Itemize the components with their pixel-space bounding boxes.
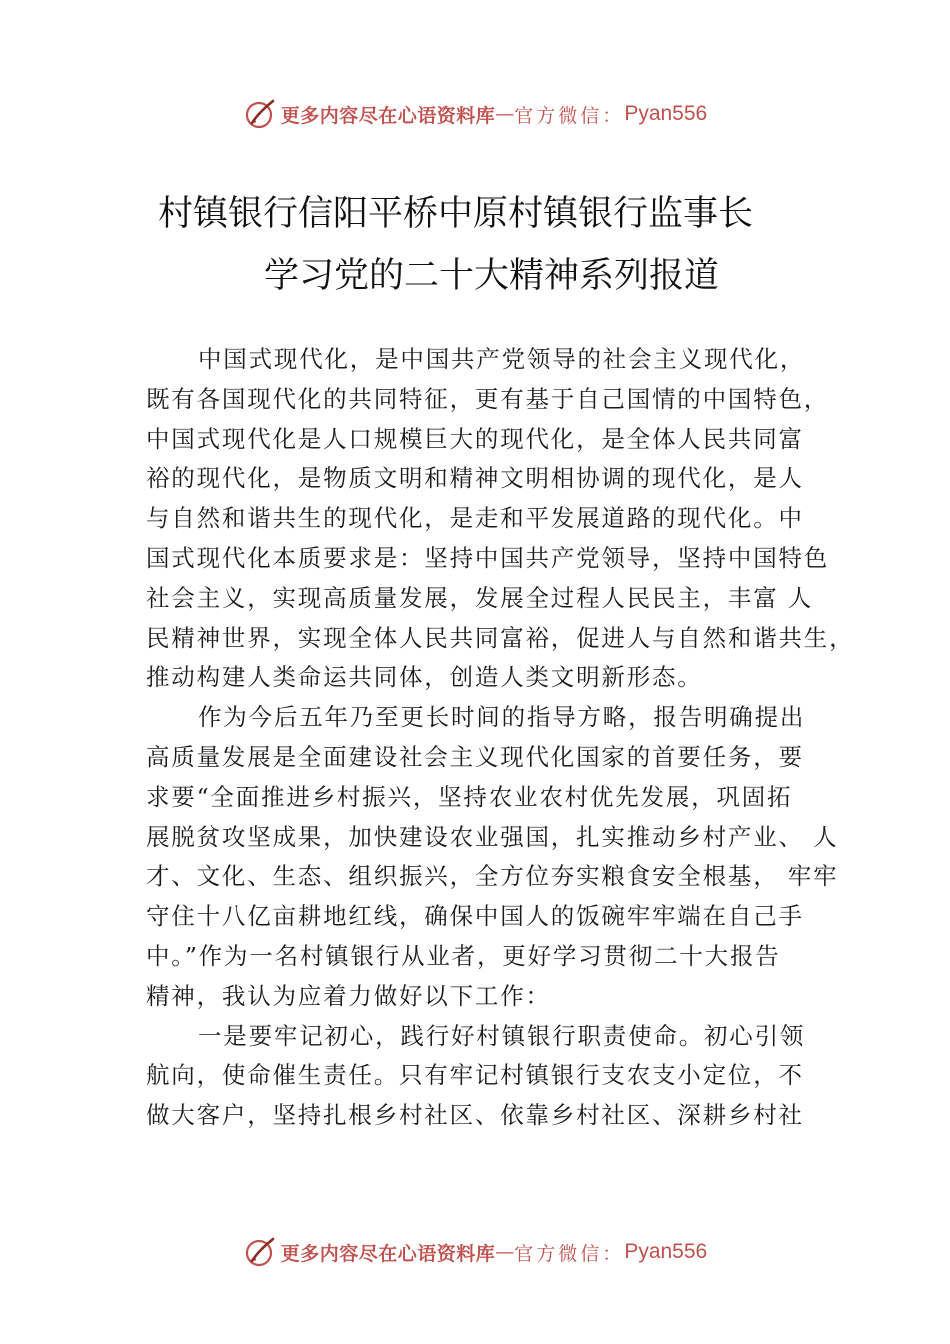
watermark-brand: 更多内容尽在心语资料库	[280, 104, 496, 127]
body-line: 中。”作为一名村镇银行从业者，更好学习贯彻二十大报告	[146, 941, 781, 970]
header-watermark	[0, 94, 950, 134]
body-line: 才、文化、生态、组织振兴，全方位夯实粮食安全根基， 牢牢	[146, 862, 839, 891]
watermark-wechat-id: Pyan556	[624, 1240, 708, 1263]
watermark-official-label: 官方微信：	[514, 1242, 625, 1265]
watermark-brand: 更多内容尽在心语资料库	[280, 1242, 496, 1265]
body-line: 既有各国现代化的共同特征，更有基于自己国情的中国特色，	[146, 384, 830, 413]
body-line: 社会主义，实现高质量发展，发展全过程人民民主，丰富 人	[146, 583, 814, 612]
document-title-line-2: 学习党的二十大精神系列报道	[264, 256, 720, 296]
brush-logo-icon	[243, 97, 277, 131]
body-line: 民精神世界，实现全体人民共同富裕，促进人与自然和谐共生，	[146, 623, 855, 652]
body-line: 守住十八亿亩耕地红线，确保中国人的饭碗牢牢端在自己手	[146, 902, 804, 931]
document-body	[146, 340, 855, 1136]
body-line: 精神，我认为应着力做好以下工作：	[146, 981, 551, 1010]
body-line: 航向，使命催生责任。只有牢记村镇银行支农支小定位，不	[146, 1061, 804, 1090]
body-line: 与自然和谐共生的现代化，是走和平发展道路的现代化。中	[146, 504, 804, 533]
body-line: 展脱贫攻坚成果，加快建设农业强国，扎实推动乡村产业、 人	[146, 822, 839, 851]
body-line: 作为今后五年乃至更长时间的指导方略，报告明确提出	[198, 703, 806, 732]
watermark-separator: —	[495, 1241, 515, 1263]
body-line: 高质量发展是全面建设社会主义现代化国家的首要任务，要	[146, 742, 804, 771]
body-line: 中国式现代化是人口规模巨大的现代化，是全体人民共同富	[146, 424, 804, 453]
body-line: 一是要牢记初心，践行好村镇银行职责使命。初心引领	[198, 1021, 806, 1050]
watermark-official-label: 官方微信：	[514, 104, 625, 127]
body-line: 推动构建人类命运共同体，创造人类文明新形态。	[146, 663, 703, 692]
brush-logo-icon	[243, 1235, 277, 1269]
body-line: 求要“全面推进乡村振兴，坚持农业农村优先发展，巩固拓	[146, 782, 793, 811]
footer-watermark	[0, 1232, 950, 1272]
watermark-separator: —	[495, 103, 515, 125]
watermark-wechat-id: Pyan556	[624, 102, 708, 125]
body-line: 裕的现代化，是物质文明和精神文明相协调的现代化，是人	[146, 464, 804, 493]
document-title-line-1: 村镇银行信阳平桥中原村镇银行监事长	[158, 194, 754, 234]
body-line: 国式现代化本质要求是：坚持中国共产党领导，坚持中国特色	[146, 543, 830, 572]
body-line: 中国式现代化，是中国共产党领导的社会主义现代化，	[198, 345, 806, 373]
body-line: 做大客户，坚持扎根乡村社区、依靠乡村社区、深耕乡村社	[146, 1101, 804, 1130]
